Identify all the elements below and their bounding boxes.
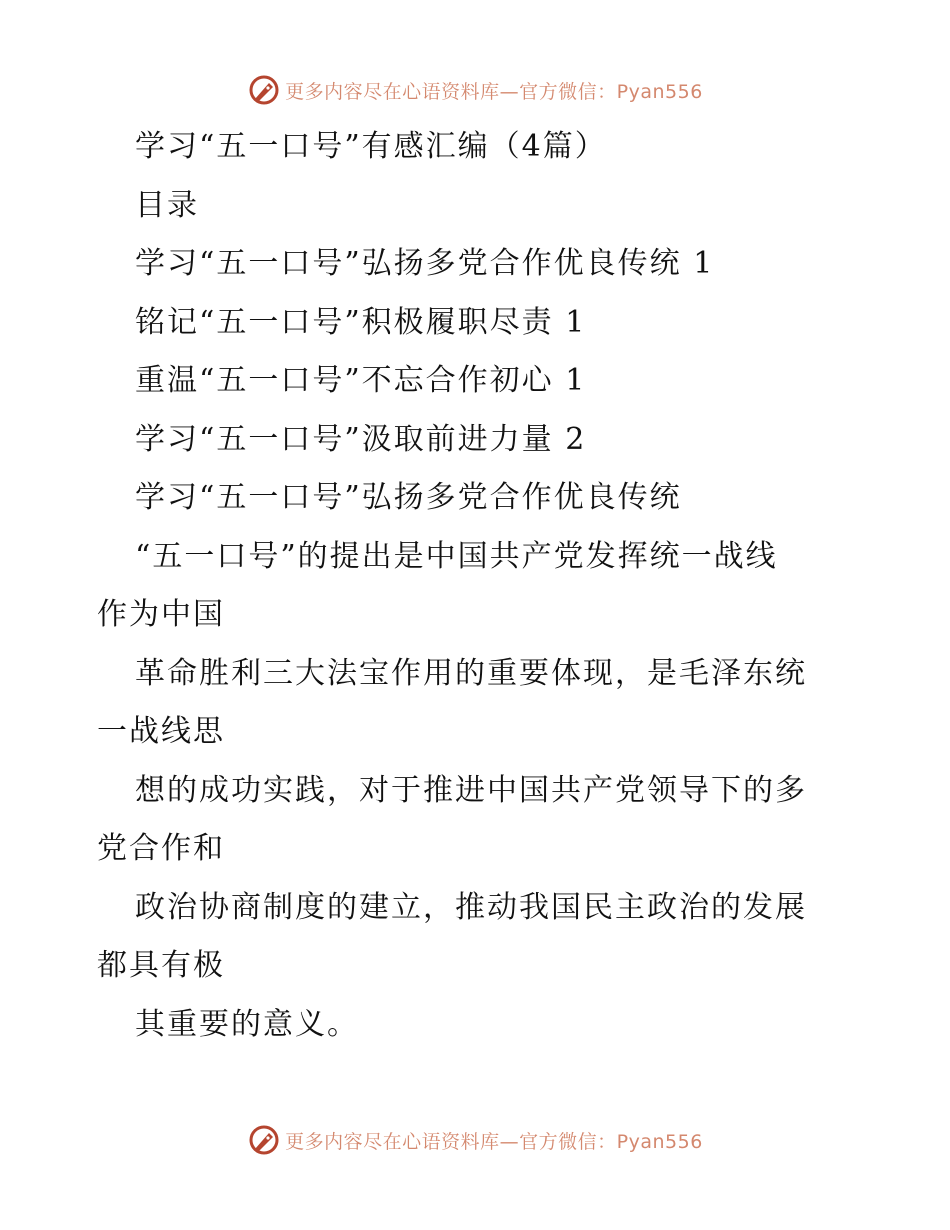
pen-nib-logo-icon — [247, 1123, 281, 1157]
header-watermark-banner — [0, 70, 950, 110]
toc-entry: 重温“五一口号”不忘合作初心 1 — [135, 363, 587, 398]
paragraph-line: 革命胜利三大法宝作用的重要体现，是毛泽东统 — [135, 655, 807, 691]
paragraph-line: 作为中国 — [97, 597, 225, 632]
toc-entry: 学习“五一口号”弘扬多党合作优良传统 1 — [135, 246, 715, 281]
pen-nib-logo-icon — [247, 73, 281, 107]
paragraph-line: 想的成功实践，对于推进中国共产党领导下的多 — [135, 772, 807, 808]
paragraph-line: 党合作和 — [97, 831, 225, 866]
toc-heading: 目录 — [135, 187, 199, 223]
paragraph-line: 一战线思 — [97, 714, 225, 749]
watermark-text: 更多内容尽在心语资料库—官方微信：Pyan556 — [285, 1130, 703, 1153]
paragraph-line: 其重要的意义。 — [135, 1006, 359, 1042]
footer-watermark-banner — [0, 1120, 950, 1160]
paragraph-line: “五一口号”的提出是中国共产党发挥统一战线 — [135, 538, 778, 574]
watermark-text: 更多内容尽在心语资料库—官方微信：Pyan556 — [285, 80, 703, 103]
section-heading: 学习“五一口号”弘扬多党合作优良传统 — [135, 480, 682, 515]
paragraph-line: 都具有极 — [97, 948, 225, 983]
document-title: 学习“五一口号”有感汇编（4篇） — [135, 129, 607, 164]
toc-entry: 学习“五一口号”汲取前进力量 2 — [135, 421, 587, 457]
toc-entry: 铭记“五一口号”积极履职尽责 1 — [135, 304, 587, 340]
document-body — [97, 118, 857, 1054]
paragraph-line: 政治协商制度的建立，推动我国民主政治的发展 — [135, 889, 807, 925]
